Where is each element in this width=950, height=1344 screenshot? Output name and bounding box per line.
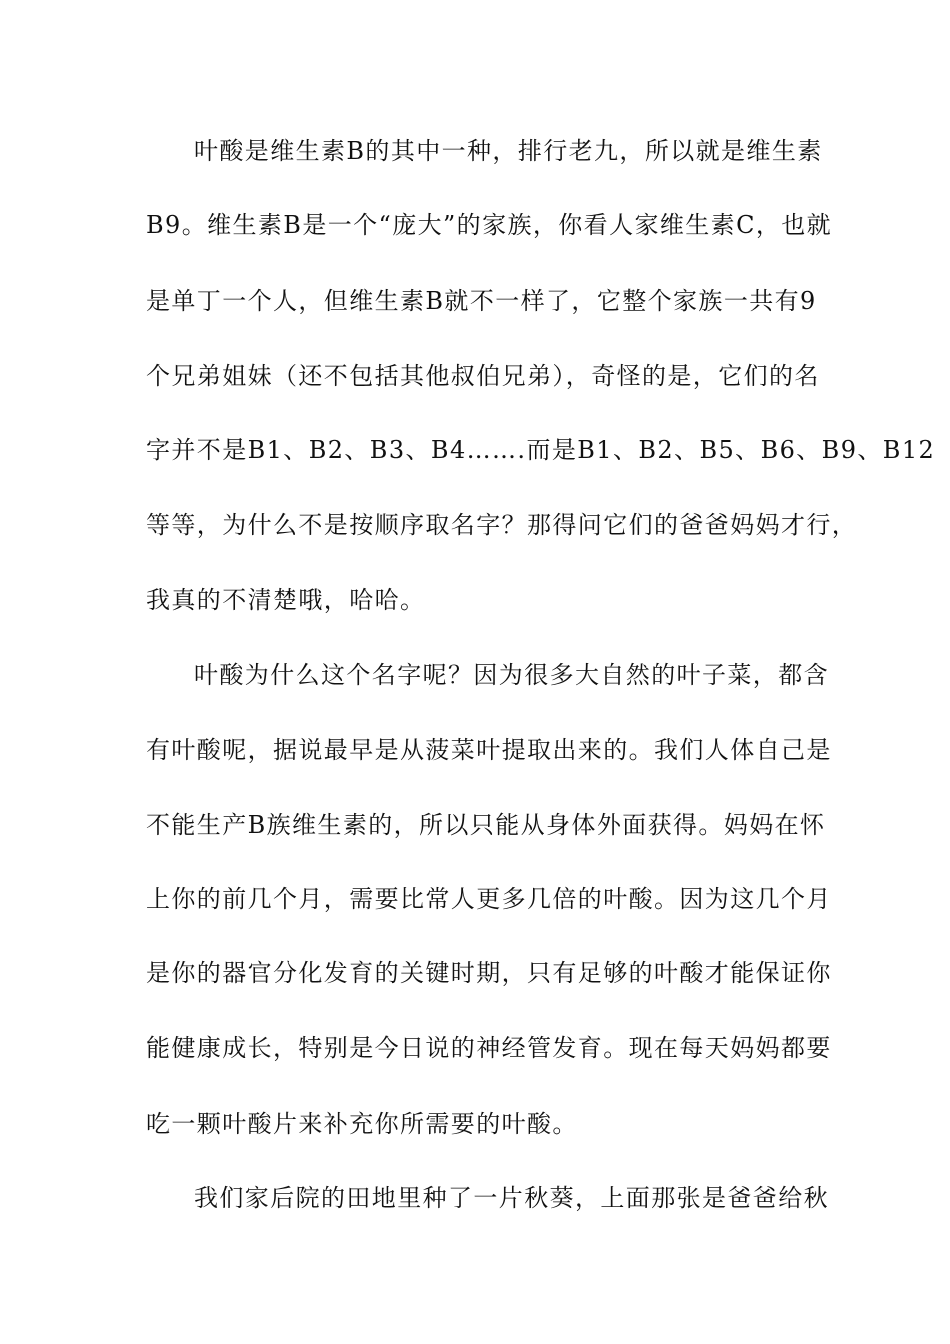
text-line: 是你的器官分化发育的关键时期，只有足够的叶酸才能保证你: [146, 959, 832, 987]
text-line: 叶酸是维生素B的其中一种，排行老九，所以就是维生素: [194, 137, 823, 165]
text-line: 我们家后院的田地里种了一片秋葵，上面那张是爸爸给秋: [194, 1184, 829, 1212]
text-line: 个兄弟姐妹（还不包括其他叔伯兄弟），奇怪的是，它们的名: [146, 362, 820, 390]
text-line: 是单丁一个人，但维生素B就不一样了，它整个家族一共有9: [146, 287, 817, 315]
text-line: 有叶酸呢，据说最早是从菠菜叶提取出来的。我们人体自己是: [146, 736, 832, 764]
text-line: 叶酸为什么这个名字呢？因为很多大自然的叶子菜，都含: [194, 661, 829, 689]
text-line: 不能生产B族维生素的，所以只能从身体外面获得。妈妈在怀: [146, 811, 826, 839]
text-line: 能健康成长，特别是今日说的神经管发育。现在每天妈妈都要: [146, 1034, 832, 1062]
text-line: 字并不是B1、B2、B3、B4…….而是B1、B2、B5、B6、B9、B12: [146, 436, 936, 464]
text-line: 我真的不清楚哦，哈哈。: [146, 586, 426, 614]
text-line: B9。维生素B是一个“庞大”的家族，你看人家维生素C，也就: [146, 211, 833, 239]
text-line: 上你的前几个月，需要比常人更多几倍的叶酸。因为这几个月: [146, 885, 832, 913]
text-line: 吃一颗叶酸片来补充你所需要的叶酸。: [146, 1110, 578, 1138]
text-line: 等等，为什么不是按顺序取名字？那得问它们的爸爸妈妈才行，: [146, 511, 858, 539]
